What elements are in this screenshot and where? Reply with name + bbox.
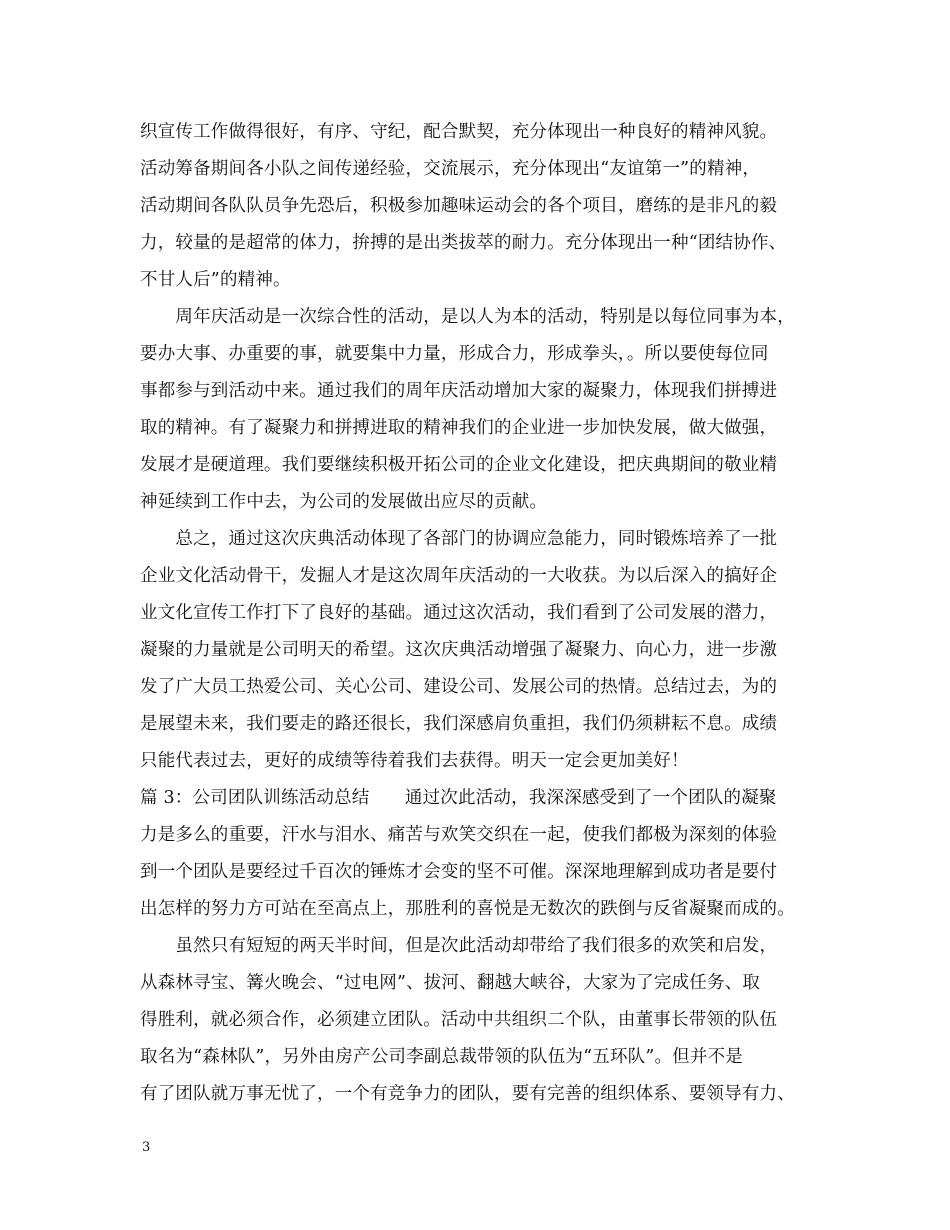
text-line: 取名为“森林队”，另外由房产公司李副总裁带领的队伍为“五环队”。但并不是 [140,1047,743,1067]
text-line: 只能代表过去，更好的成绩等待着我们去获得。明天一定会更加美好！ [140,751,689,771]
text-line: 力，较量的是超常的体力，拚搏的是出类拔萃的耐力。充分体现出一种“团结协作、 [140,233,787,253]
text-line: 发了广大员工热爱公司、关心公司、建设公司、发展公司的热情。总结过去，为的 [140,677,778,697]
text-line: 企业文化活动骨干，发掘人才是这次周年庆活动的一大收获。为以后深入的搞好企 [140,566,778,586]
text-line: 活动筹备期间各小队之间传递经验，交流展示，充分体现出“友谊第一”的精神， [140,159,761,179]
text-line: 虽然只有短短的两天半时间，但是次此活动却带给了我们很多的欢笑和启发， [140,936,778,956]
text-line: 从森林寻宝、篝火晚会、“过电网”、拔河、翻越大峡谷，大家为了完成任务、取 [140,973,761,993]
text-line: 不甘人后”的精神。 [140,270,291,290]
text-line: 有了团队就万事无忧了，一个有竞争力的团队，要有完善的组织体系、要领导有力、 [140,1084,795,1104]
text-line: 事都参与到活动中来。通过我们的周年庆活动增加大家的凝聚力，体现我们拼搏进 [140,381,778,401]
text-line: 力是多么的重要，汗水与泪水、痛苦与欢笑交织在一起，使我们都极为深刻的体验 [140,825,778,845]
text-line: 活动期间各队队员争先恐后，积极参加趣味运动会的各个项目，磨练的是非凡的毅 [140,196,778,216]
text-line: 要办大事、办重要的事，就要集中力量，形成合力，形成拳头，。所以要使每位同 [140,344,769,364]
page-number: 3 [142,1140,151,1155]
text-line: 篇 3：公司团队训练活动总结 通过次此活动，我深深感受到了一个团队的凝聚 [140,788,777,808]
text-line: 出怎样的努力方可站在至高点上，那胜利的喜悦是无数次的跌倒与反省凝聚而成的。 [140,899,795,919]
text-line: 神延续到工作中去，为公司的发展做出应尽的贡献。 [140,492,548,512]
text-line: 业文化宣传工作打下了良好的基础。通过这次活动，我们看到了公司发展的潜力， [140,603,778,623]
text-line: 凝聚的力量就是公司明天的希望。这次庆典活动增强了凝聚力、向心力，进一步激 [140,640,778,660]
text-line: 得胜利，就必须合作，必须建立团队。活动中共组织二个队，由董事长带领的队伍 [140,1010,778,1030]
text-line: 总之，通过这次庆典活动体现了各部门的协调应急能力，同时锻炼培养了一批 [140,529,778,549]
text-line: 周年庆活动是一次综合性的活动，是以人为本的活动，特别是以每位同事为本， [140,307,795,327]
text-line: 是展望未来，我们要走的路还很长，我们深感肩负重担，我们仍须耕耘不息。成绩 [140,714,778,734]
text-line: 取的精神。有了凝聚力和拼搏进取的精神我们的企业进一步加快发展，做大做强， [140,418,778,438]
text-line: 发展才是硬道理。我们要继续积极开拓公司的企业文化建设，把庆典期间的敬业精 [140,455,778,475]
text-line: 织宣传工作做得很好，有序、守纪，配合默契，充分体现出一种良好的精神风貌。 [140,122,778,142]
text-line: 到一个团队是要经过千百次的锤炼才会变的坚不可催。深深地理解到成功者是要付 [140,862,778,882]
